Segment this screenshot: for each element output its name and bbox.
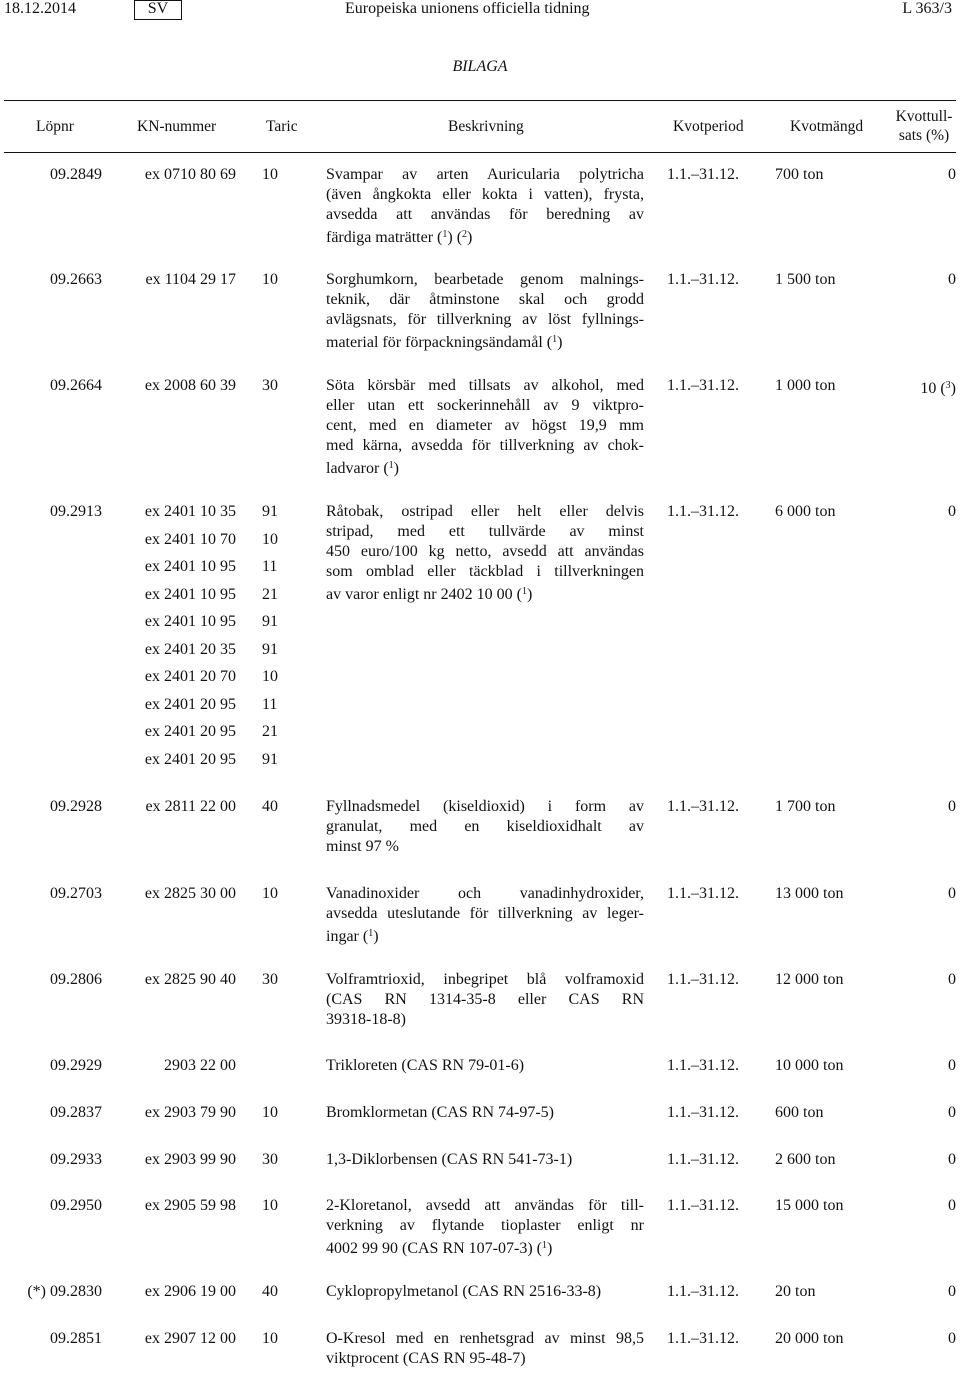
col-header-taric: Taric — [266, 118, 298, 135]
footnote-ref: ($^1$) — [546, 334, 563, 351]
cn-code-list — [116, 1329, 236, 1349]
taric-code: 30 — [262, 971, 278, 988]
description-line: viktprocent (CAS RN 95-48-7) — [326, 1350, 526, 1367]
duty-rate: 0 — [948, 1151, 956, 1168]
taric-code-list — [262, 1282, 294, 1302]
description-line: Trikloreten (CAS RN 79-01-6) — [326, 1057, 525, 1074]
page-reference: L 363/3 — [902, 0, 952, 17]
col-header-rate-line1: Kvottull- — [895, 108, 953, 125]
order-number: 09.2950 — [50, 1197, 102, 1214]
col-header-kn: KN-nummer — [137, 118, 217, 135]
quota-period: 1.1.–31.12. — [667, 166, 739, 183]
taric-code: 91 — [262, 640, 278, 658]
cn-code: ex 2401 10 95 — [144, 613, 236, 630]
taric-code — [262, 1056, 294, 1076]
cn-code: ex 2401 10 95 — [144, 585, 236, 603]
publication-date: 18.12.2014 — [4, 0, 76, 17]
annex-title: BILAGA — [452, 58, 508, 75]
description-line: avsedda uteslutande för tillverkning av leger- — [326, 905, 644, 922]
cn-code-list — [116, 1056, 236, 1076]
description — [326, 1196, 644, 1259]
cn-code: ex 2401 20 70 — [144, 668, 236, 685]
cn-code-list — [116, 1282, 236, 1302]
taric-code-list — [262, 1329, 294, 1349]
taric-code: 21 — [262, 723, 278, 740]
quota-period: 1.1.–31.12. — [667, 1057, 739, 1074]
taric-code-list — [262, 270, 294, 290]
order-number: 09.2703 — [50, 885, 102, 902]
language-badge: SV — [134, 0, 182, 20]
description-line: minst 97 % — [326, 838, 399, 855]
quota-amount: 1 700 ton — [775, 798, 836, 815]
cn-code: 2903 22 00 — [164, 1057, 236, 1074]
description-line: 39318-18-8) — [326, 1011, 406, 1028]
cn-code: ex 2401 20 95 — [144, 723, 236, 740]
duty-rate: 0 — [948, 503, 956, 520]
description-line: Svampar av arten Auricularia polytricha — [326, 166, 644, 183]
quota-period: 1.1.–31.12. — [667, 798, 739, 815]
duty-rate: 0 — [948, 271, 956, 288]
duty-rate: 0 — [948, 1057, 956, 1074]
cn-code: ex 2903 99 90 — [144, 1151, 236, 1168]
description — [326, 1103, 644, 1123]
footnote-ref: ($^1$) — [437, 229, 453, 246]
footnote-ref: ($^1$) — [362, 928, 379, 945]
cn-code: ex 2401 10 70 — [144, 530, 236, 548]
description-line: färdiga maträtter ($^1$) ($^2$) — [326, 229, 473, 246]
quota-amount: 12 000 ton — [775, 971, 844, 988]
cn-code-list — [116, 502, 236, 777]
description — [326, 1282, 644, 1302]
description-line: avsedda att användas för beredning av — [326, 206, 644, 223]
description — [326, 270, 644, 353]
quota-amount: 6 000 ton — [775, 503, 836, 520]
description-line: Volframtrioxid, inbegripet blå volframoxid — [326, 971, 644, 988]
cn-code: ex 2905 59 98 — [144, 1197, 236, 1214]
description-line: 2-Kloretanol, avsedd att användas för till- — [326, 1197, 644, 1214]
footnote-ref: ($^1$) — [536, 1240, 553, 1257]
taric-code-list — [262, 1150, 294, 1170]
cn-code: ex 2401 10 95 — [144, 558, 236, 575]
cn-code: ex 0710 80 69 — [144, 166, 236, 183]
cn-code-list — [116, 1150, 236, 1170]
cn-code-list — [116, 376, 236, 396]
cn-code: ex 2906 19 00 — [144, 1283, 236, 1300]
quota-period: 1.1.–31.12. — [667, 1330, 739, 1347]
description — [326, 970, 644, 1030]
journal-title: Europeiska unionens officiella tidning — [345, 0, 590, 17]
cn-code: ex 2008 60 39 — [144, 377, 236, 394]
description — [326, 376, 644, 479]
description-line: avlägsnats, för tillverkning av löst fyllnings- — [326, 311, 644, 328]
taric-code-list — [262, 797, 294, 817]
taric-code: 91 — [262, 503, 278, 520]
cn-code-list — [116, 1196, 236, 1216]
col-header-period: Kvotperiod — [673, 118, 744, 135]
quota-amount: 600 ton — [775, 1104, 824, 1121]
taric-code-list — [262, 376, 294, 396]
description-line: av varor enligt nr 2402 10 00 ($^1$) — [326, 586, 533, 603]
cn-code: ex 2825 30 00 — [144, 885, 236, 902]
quota-period: 1.1.–31.12. — [667, 271, 739, 288]
footnote-ref: ($^1$) — [383, 460, 399, 477]
quota-amount: 15 000 ton — [775, 1197, 844, 1214]
cn-code-list — [116, 270, 236, 290]
cn-code: ex 1104 29 17 — [145, 271, 236, 288]
description — [326, 165, 644, 248]
description — [326, 1329, 644, 1369]
description-line: stripad, med ett tullvärde av minst — [326, 523, 644, 540]
description — [326, 1056, 644, 1076]
quota-amount: 700 ton — [775, 166, 824, 183]
cn-code-list — [116, 970, 236, 990]
taric-code: 10 — [262, 1197, 278, 1214]
taric-code-list — [262, 970, 294, 990]
duty-rate: 0 — [948, 885, 956, 902]
order-number: 09.2851 — [50, 1330, 102, 1347]
description-line: (CAS RN 1314-35-8 eller CAS RN — [326, 991, 644, 1008]
taric-code: 10 — [262, 271, 278, 288]
taric-code: 21 — [262, 585, 278, 603]
taric-code-list — [262, 1056, 294, 1076]
cn-code: ex 2811 22 00 — [145, 798, 236, 815]
taric-code: 10 — [262, 530, 278, 548]
duty-rate: 0 — [948, 1283, 956, 1300]
quota-period: 1.1.–31.12. — [667, 1197, 739, 1214]
quota-period: 1.1.–31.12. — [667, 377, 739, 394]
description — [326, 797, 644, 857]
taric-code: 91 — [262, 613, 278, 630]
taric-code: 10 — [262, 166, 278, 183]
taric-code: 91 — [262, 750, 278, 768]
duty-rate: 0 — [948, 1197, 956, 1214]
taric-code: 10 — [262, 885, 278, 902]
description-line: Söta körsbär med tillsats av alkohol, med — [326, 377, 644, 394]
description-line: Bromklormetan (CAS RN 74-97-5) — [326, 1104, 554, 1121]
duty-rate: 10 ($^3$) — [920, 380, 956, 397]
quota-amount: 2 600 ton — [775, 1151, 836, 1168]
quota-period: 1.1.–31.12. — [667, 1151, 739, 1168]
table-top-rule — [4, 100, 956, 101]
taric-code: 11 — [262, 695, 278, 713]
description-line: ingar ($^1$) — [326, 928, 379, 945]
description-line: eller utan ett sockerinnehåll av 9 viktpro- — [326, 397, 644, 414]
duty-rate: 0 — [948, 798, 956, 815]
col-header-description: Beskrivning — [448, 118, 524, 135]
journal-header — [0, 0, 960, 20]
quota-period: 1.1.–31.12. — [667, 1104, 739, 1121]
cn-code: ex 2401 20 35 — [144, 640, 236, 658]
quota-period: 1.1.–31.12. — [667, 1283, 739, 1300]
table-header-rule — [4, 152, 956, 153]
order-number: 09.2929 — [50, 1057, 102, 1074]
taric-code: 40 — [262, 798, 278, 815]
order-number: 09.2664 — [50, 377, 102, 394]
description-line: med kärna, avsedda för tillverkning av chok- — [326, 437, 644, 454]
description-line: 4002 99 90 (CAS RN 107-07-3) ($^1$) — [326, 1240, 553, 1257]
col-header-lopnr: Löpnr — [36, 118, 74, 135]
quota-amount: 1 500 ton — [775, 271, 836, 288]
duty-rate: 0 — [948, 971, 956, 988]
description — [326, 884, 644, 947]
duty-rate: 0 — [948, 1104, 956, 1121]
description-line: verkning av flytande tioplaster enligt nr — [326, 1217, 644, 1234]
quota-period: 1.1.–31.12. — [667, 503, 739, 520]
col-header-amount: Kvotmängd — [790, 118, 864, 135]
taric-code-list — [262, 165, 294, 185]
description-line: Vanadinoxider och vanadinhydroxider, — [326, 885, 644, 902]
order-number: 09.2806 — [50, 971, 102, 988]
col-header-rate-line2: sats (%) — [898, 127, 950, 144]
footnote-ref: ($^1$) — [516, 586, 533, 603]
cn-code: ex 2907 12 00 — [144, 1330, 236, 1347]
cn-code: ex 2401 20 95 — [144, 750, 236, 768]
description-line: ladvaror ($^1$) — [326, 460, 399, 477]
taric-code: 40 — [262, 1283, 278, 1300]
taric-code-list — [262, 502, 294, 777]
quota-amount: 1 000 ton — [775, 377, 836, 394]
col-header-rate — [893, 107, 955, 147]
duty-rate: 0 — [948, 1330, 956, 1347]
cn-code-list — [116, 884, 236, 904]
description — [326, 502, 644, 605]
taric-code: 10 — [262, 1104, 278, 1121]
taric-code-list — [262, 884, 294, 904]
cn-code-list — [116, 797, 236, 817]
description-line: O-Kresol med en renhetsgrad av minst 98,5 — [326, 1330, 644, 1347]
description-line: teknik, där åtminstone skal och grodd — [326, 291, 644, 308]
quota-period: 1.1.–31.12. — [667, 971, 739, 988]
taric-code: 30 — [262, 377, 278, 394]
cn-code: ex 2401 20 95 — [144, 695, 236, 713]
quota-period: 1.1.–31.12. — [667, 885, 739, 902]
cn-code-list — [116, 165, 236, 185]
description-line: Fyllnadsmedel (kiseldioxid) i form av — [326, 798, 644, 815]
cn-code: ex 2401 10 35 — [144, 503, 236, 520]
taric-code: 10 — [262, 668, 278, 685]
cn-code: ex 2825 90 40 — [144, 971, 236, 988]
taric-code: 10 — [262, 1330, 278, 1347]
quota-amount: 20 ton — [775, 1283, 816, 1300]
cn-code-list — [116, 1103, 236, 1123]
order-number: 09.2933 — [50, 1151, 102, 1168]
description-line: Råtobak, ostripad eller helt eller delvis — [326, 503, 644, 520]
description-line: som omblad eller täckblad i tillverkningen — [326, 563, 644, 580]
order-number: 09.2928 — [50, 798, 102, 815]
description — [326, 1150, 644, 1170]
taric-code: 30 — [262, 1151, 278, 1168]
order-number: 09.2913 — [50, 503, 102, 520]
description-line: material för förpackningsändamål ($^1$) — [326, 334, 563, 351]
description-line: 450 euro/100 kg netto, avsedd att användas — [326, 543, 644, 560]
order-number: 09.2663 — [50, 271, 102, 288]
cn-code: ex 2903 79 90 — [144, 1104, 236, 1121]
description-line: Sorghumkorn, bearbetade genom malnings- — [326, 271, 644, 288]
footnote-ref: ($^3$) — [940, 380, 956, 397]
quota-amount: 10 000 ton — [775, 1057, 844, 1074]
taric-code-list — [262, 1196, 294, 1216]
description-line: granulat, med en kiseldioxidhalt av — [326, 818, 644, 835]
order-number: 09.2837 — [50, 1104, 102, 1121]
description-line: 1,3-Diklorbensen (CAS RN 541-73-1) — [326, 1151, 573, 1168]
quota-amount: 13 000 ton — [775, 885, 844, 902]
description-line: cent, med en diameter av högst 19,9 mm — [326, 417, 644, 434]
quota-amount: 20 000 ton — [775, 1330, 844, 1347]
taric-code-list — [262, 1103, 294, 1123]
duty-rate: 0 — [948, 166, 956, 183]
footnote-ref: ($^2$) — [456, 229, 473, 246]
taric-code: 11 — [262, 558, 278, 575]
description-line: (även ångkokta eller kokta i vatten), frysta, — [326, 186, 644, 203]
order-number: 09.2849 — [50, 166, 102, 183]
description-line: Cyklopropylmetanol (CAS RN 2516-33-8) — [326, 1283, 602, 1300]
order-number: (*) 09.2830 — [27, 1283, 102, 1300]
